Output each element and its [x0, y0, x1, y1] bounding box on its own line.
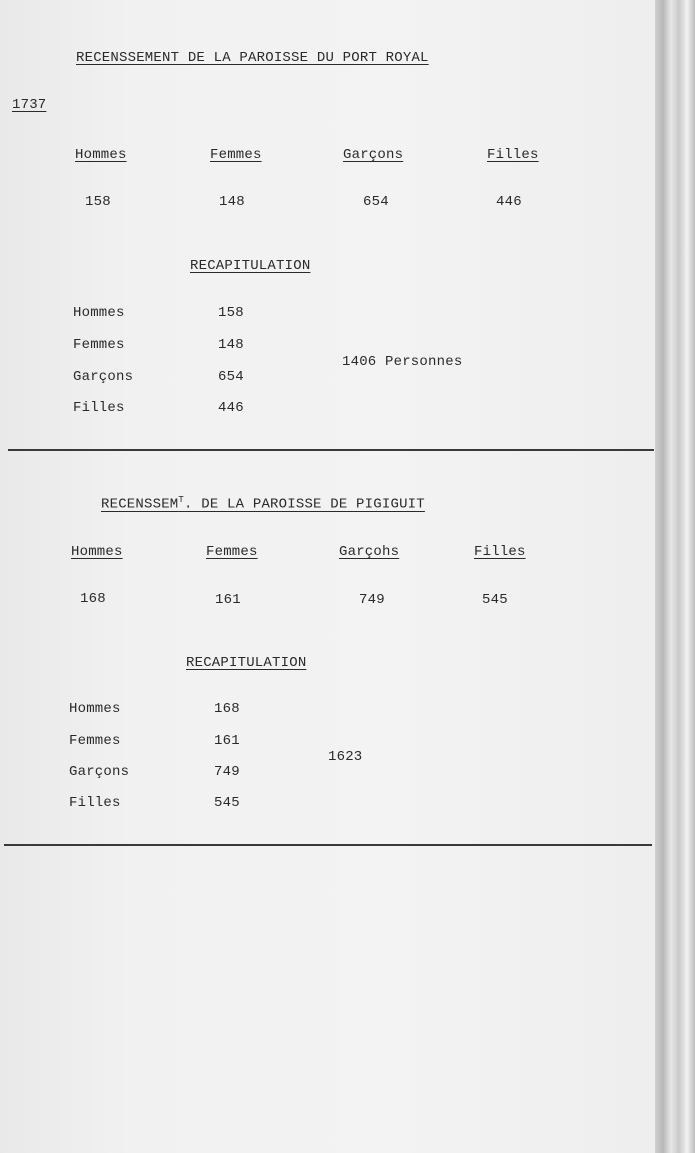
section-a-recap-label-femmes: Femmes — [73, 337, 125, 353]
section-a-recap-title: RECAPITULATION — [190, 258, 311, 274]
section-a-recap-value-hommes: 158 — [218, 305, 244, 321]
section-a-recap-label-hommes: Hommes — [73, 305, 125, 321]
section-a-recap-value-filles: 446 — [218, 400, 244, 416]
section-a-value-garcons: 654 — [363, 194, 389, 210]
section-b-header-filles: Filles — [474, 544, 526, 560]
section-a-title: RECENSSEMENT DE LA PAROISSE DU PORT ROYAL — [76, 50, 429, 66]
section-b-recap-value-garcons: 749 — [214, 764, 240, 780]
section-a-value-filles: 446 — [496, 194, 522, 210]
section-a-header-filles: Filles — [487, 147, 539, 163]
section-b-header-garcons: Garçohs — [339, 544, 400, 560]
section-b-recap-label-hommes: Hommes — [69, 701, 121, 717]
section-b-recap-value-femmes: 161 — [214, 733, 240, 749]
section-b-recap-value-hommes: 168 — [214, 701, 240, 717]
section-a-recap-label-filles: Filles — [73, 400, 125, 416]
section-b-recap-label-filles: Filles — [69, 795, 121, 811]
section-b-title: $RECENSSEM^T$. DE LA PAROISSE DE PIGIGUIT — [101, 495, 425, 513]
section-a-recap-value-garcons: 654 — [218, 369, 244, 385]
section-b-total: 1623 — [328, 749, 363, 765]
section-bottom-divider — [4, 844, 652, 846]
section-a-recap-label-garcons: Garçons — [73, 369, 134, 385]
section-a-header-hommes: Hommes — [75, 147, 127, 163]
section-b-value-femmes: 161 — [215, 592, 241, 608]
section-b-value-garcons: 749 — [359, 592, 385, 608]
section-a-header-femmes: Femmes — [210, 147, 262, 163]
section-divider — [8, 449, 654, 451]
section-b-recap-label-garcons: Garçons — [69, 764, 130, 780]
section-b-recap-label-femmes: Femmes — [69, 733, 121, 749]
section-b-value-filles: 545 — [482, 592, 508, 608]
section-b-recap-title: RECAPITULATION — [186, 655, 307, 671]
section-b-recap-value-filles: 545 — [214, 795, 240, 811]
section-b-header-femmes: Femmes — [206, 544, 258, 560]
section-a-total: 1406 Personnes — [342, 354, 463, 370]
section-a-value-femmes: 148 — [219, 194, 245, 210]
year-label: 1737 — [12, 97, 47, 113]
section-a-recap-value-femmes: 148 — [218, 337, 244, 353]
section-b-value-hommes: 168 — [80, 591, 106, 607]
section-a-value-hommes: 158 — [85, 194, 111, 210]
book-page-edge — [655, 0, 695, 1153]
section-a-header-garcons: Garçons — [343, 147, 404, 163]
section-b-header-hommes: Hommes — [71, 544, 123, 560]
